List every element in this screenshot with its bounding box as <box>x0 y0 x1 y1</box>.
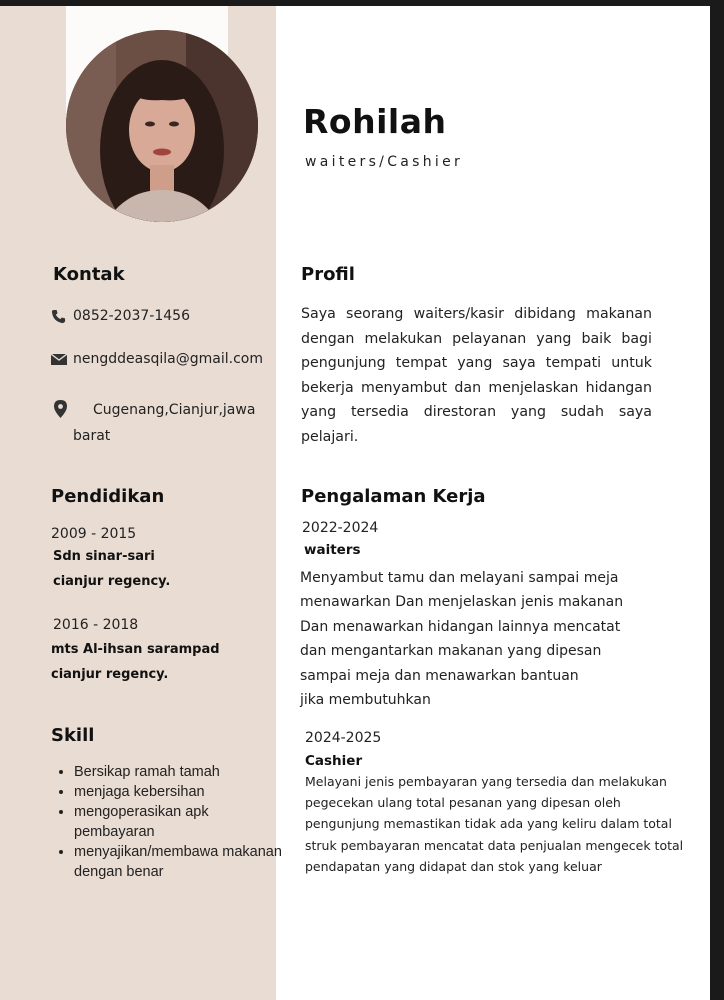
job-description-line: struk pembayaran mencatat data penjualan mengecek total <box>305 837 684 853</box>
candidate-role: waiters/Cashier <box>305 154 464 170</box>
phone-icon <box>51 309 66 324</box>
candidate-name: Rohilah <box>303 102 447 141</box>
skill-heading: Skill <box>51 725 95 746</box>
contact-address <box>51 396 271 446</box>
job-description-line: pegecekan ulang total pesanan yang dipesan oleh <box>305 795 621 811</box>
skill-item: • menjaga kebersihan <box>74 782 284 802</box>
skill-item: • menyajikan/membawa makanan dengan benar <box>74 842 284 882</box>
skill-list <box>58 762 284 882</box>
education-school: Sdn sinar-sari <box>53 549 155 564</box>
job-period: 2022-2024 <box>302 520 379 536</box>
profile-text: Saya seorang waiters/kasir dibidang makanan dengan melakukan pelayanan yang baik bagi pengunjung tempat yang saya tempati untuk bekerja menyambut dan menjelaskan hidangan yang tersedia direstoran yang sudah saya pelajari. <box>301 306 652 445</box>
location-pin-icon <box>54 400 67 418</box>
job-description-line: dan mengantarkan makanan yang dipesan <box>300 643 602 660</box>
email-address[interactable]: nengddeasqila@gmail.com <box>73 351 263 367</box>
job-description <box>300 566 623 712</box>
education-school: mts Al-ihsan sarampad <box>51 642 220 657</box>
profile-heading: Profil <box>301 264 355 285</box>
phone-number[interactable]: 0852-2037-1456 <box>73 308 190 324</box>
skill-item: • mengoperasikan apk pembayaran <box>74 802 284 842</box>
address-line-1: Cugenang,Cianjur,jawa <box>93 402 256 418</box>
job-description-line: pengunjung memastikan tidak ada yang keliru dalam total <box>305 816 672 832</box>
experience-heading: Pengalaman Kerja <box>301 486 486 507</box>
job-position: Cashier <box>305 753 363 769</box>
address-line-2: barat <box>73 428 111 444</box>
education-years: 2016 - 2018 <box>53 617 139 633</box>
job-description-line: pendapatan yang didapat dan stok yang keluar <box>305 858 602 874</box>
job-description <box>305 771 683 877</box>
education-heading: Pendidikan <box>51 486 165 507</box>
resume-page <box>0 6 710 1000</box>
job-description-line: Menyambut tamu dan melayani sampai meja <box>300 570 619 586</box>
contact-heading: Kontak <box>53 264 125 285</box>
job-position: waiters <box>304 542 361 558</box>
education-region: cianjur regency. <box>53 574 171 589</box>
job-description-line: sampai meja dan menawarkan bantuan <box>300 667 579 684</box>
profile-photo <box>66 30 258 222</box>
email-icon <box>51 354 67 365</box>
education-region: cianjur regency. <box>51 667 169 682</box>
job-description-line: menawarkan Dan menjelaskan jenis makanan <box>300 594 624 611</box>
job-period: 2024-2025 <box>305 730 382 746</box>
education-years: 2009 - 2015 <box>51 526 137 542</box>
skill-item: • Bersikap ramah tamah <box>74 762 284 782</box>
job-description-line: jika membutuhkan <box>300 692 431 709</box>
job-description-line: Dan menawarkan hidangan lainnya mencatat <box>300 618 621 635</box>
job-description-line: Melayani jenis pembayaran yang tersedia dan melakukan <box>305 774 667 789</box>
